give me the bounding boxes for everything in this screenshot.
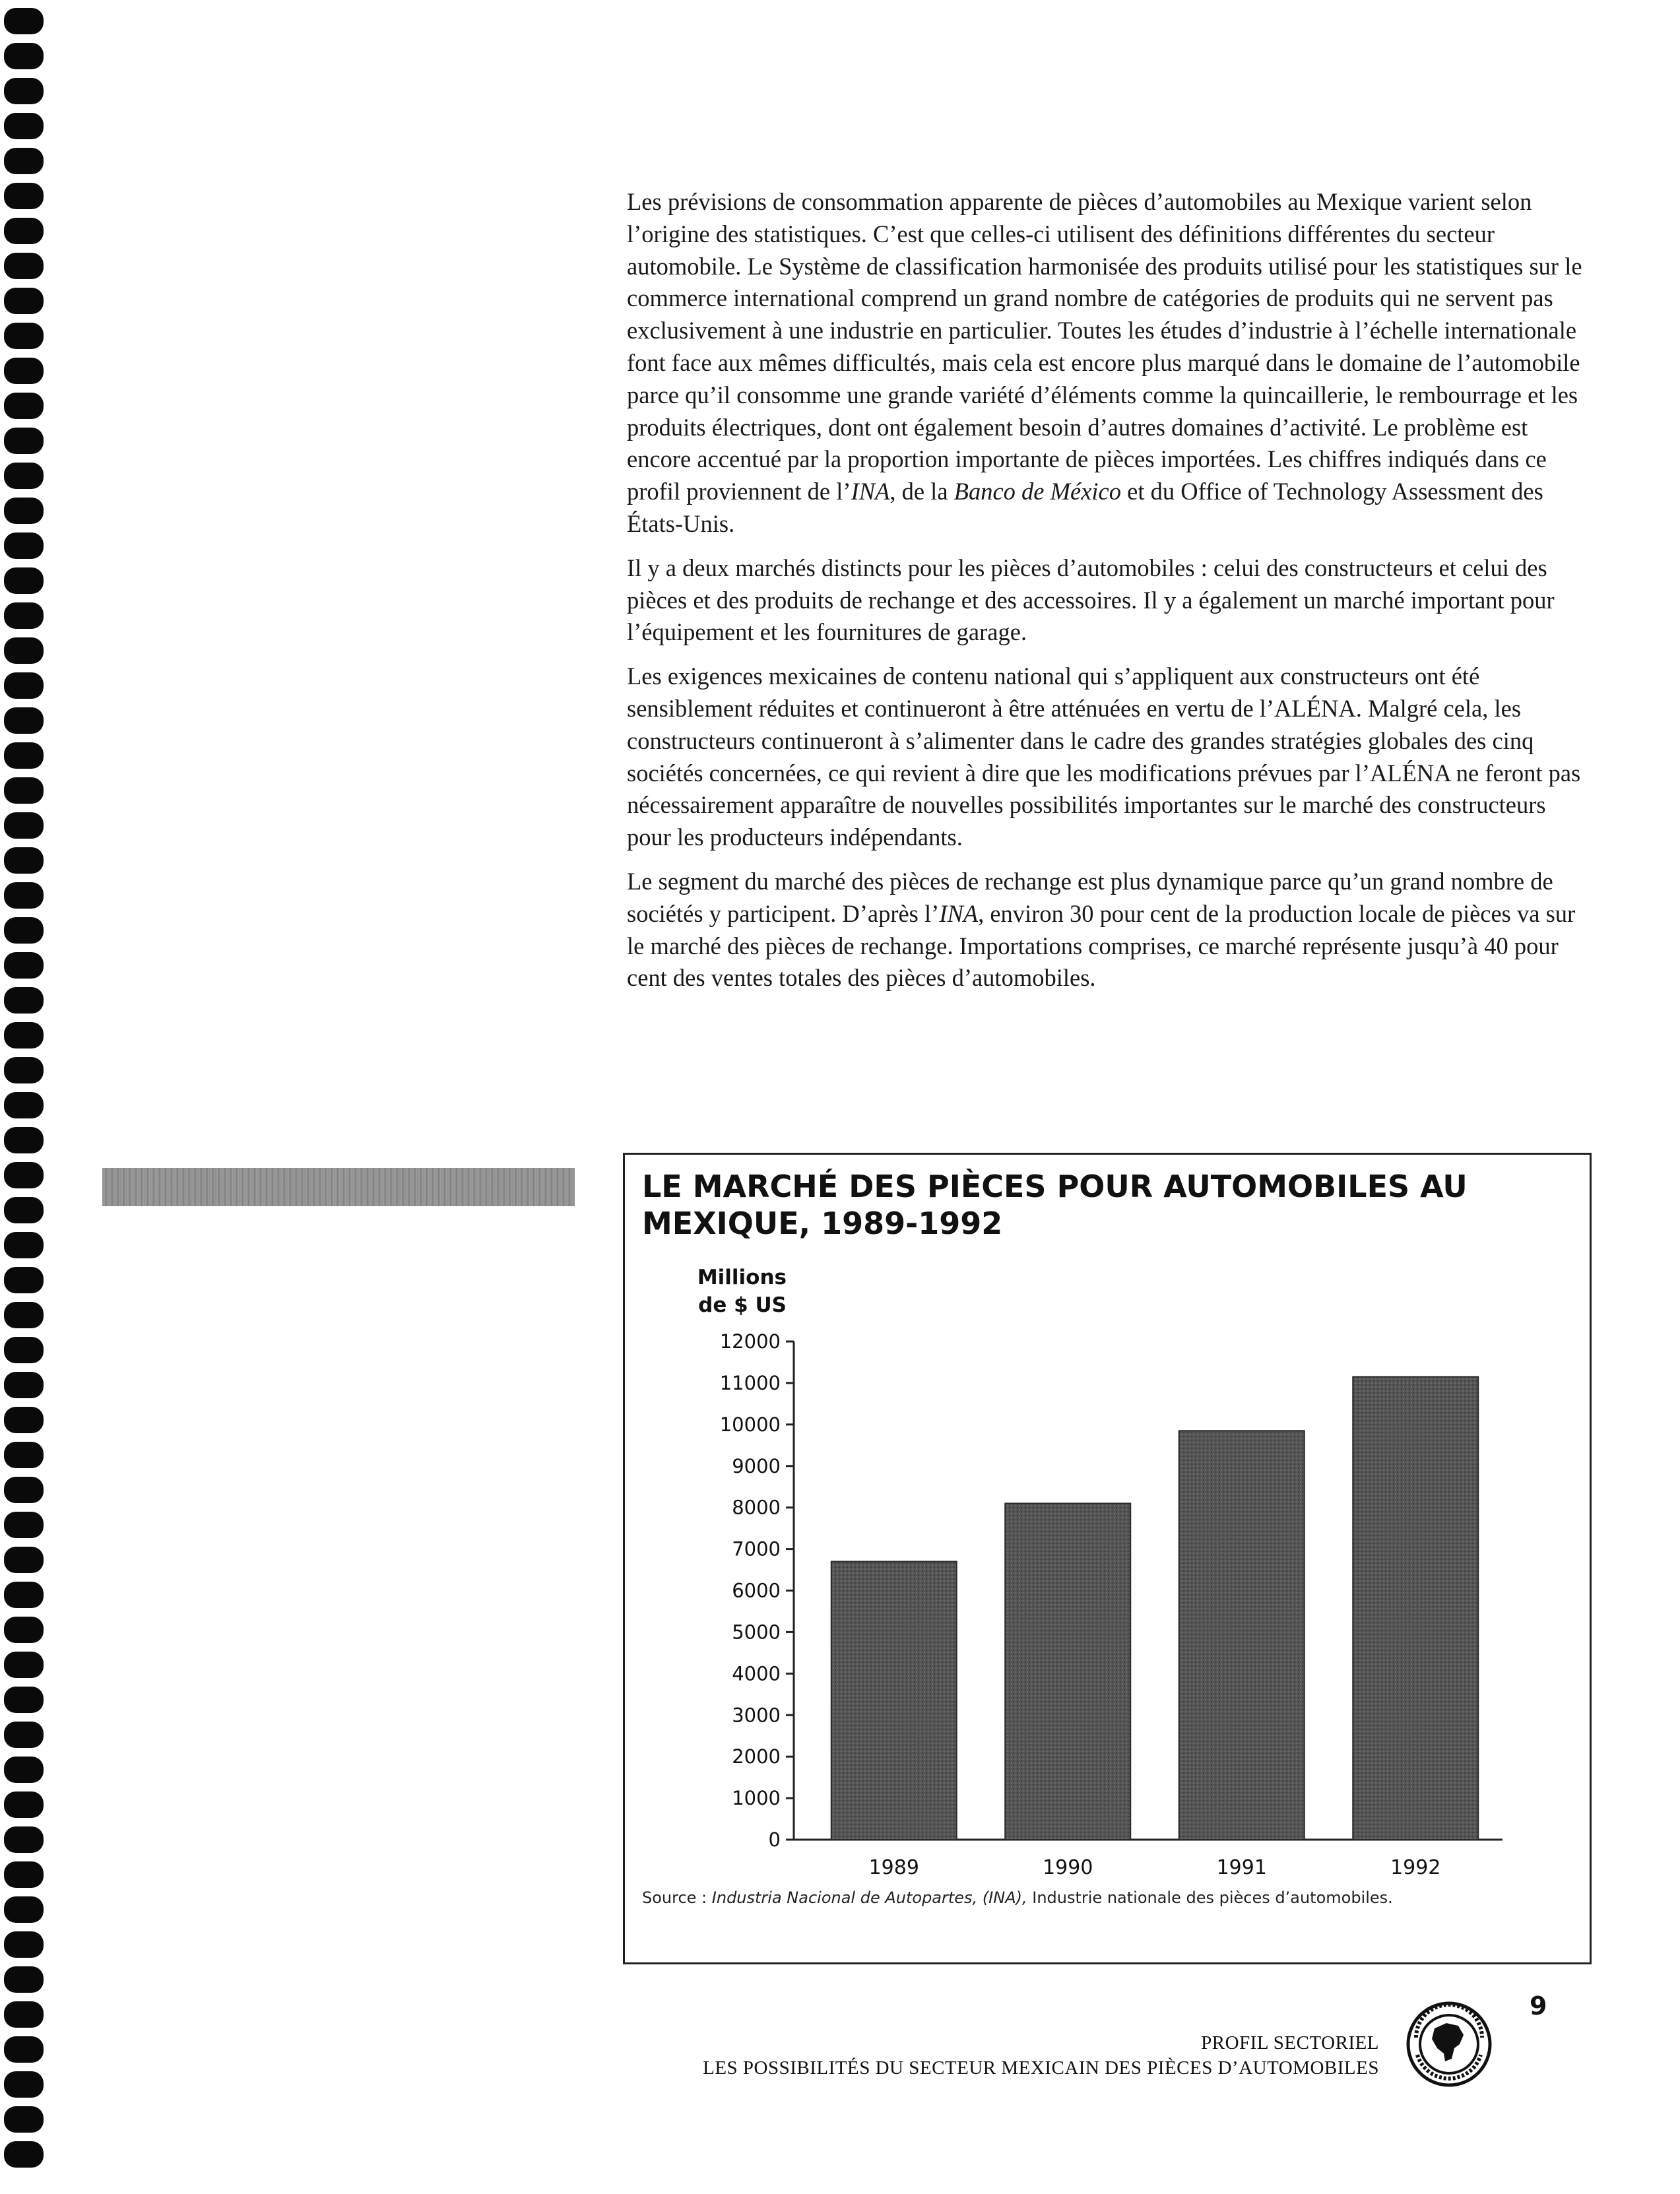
binding-hole xyxy=(4,1512,44,1538)
paragraph-1 xyxy=(627,186,1592,540)
y-tick-label: 5000 xyxy=(732,1621,781,1644)
binding-hole xyxy=(4,1687,44,1713)
x-tick-label: 1991 xyxy=(1216,1856,1267,1879)
binding-hole xyxy=(4,393,44,419)
binding-hole xyxy=(4,218,44,244)
binding-hole xyxy=(4,2106,44,2133)
binding-hole xyxy=(4,1896,44,1923)
x-tick-label: 1990 xyxy=(1043,1856,1093,1879)
ina-italic-2: INA xyxy=(939,899,979,927)
binding-hole xyxy=(4,952,44,979)
bar-1991 xyxy=(1179,1431,1305,1840)
binding-hole xyxy=(4,43,44,69)
p1-prefix: l’ xyxy=(836,478,851,505)
binding-hole xyxy=(4,532,44,559)
y-tick-label: 6000 xyxy=(732,1579,781,1602)
y-tick-label: 12000 xyxy=(719,1330,781,1353)
p4-prefix: l’ xyxy=(924,899,940,927)
binding-hole xyxy=(4,1162,44,1188)
binding-hole xyxy=(4,8,44,34)
binding-hole xyxy=(4,672,44,699)
y-tick-label: 7000 xyxy=(732,1537,781,1561)
source-label: Source : xyxy=(642,1888,712,1907)
binding-hole xyxy=(4,1931,44,1958)
paragraph-3: Les exigences mexicaines de contenu national qui s’appliquent aux constructeurs ont été sensiblement réduites et continueront à être atténuées en vertu de l’ALÉNA. Malgré cela, les constructeurs continueront à s’alimenter dans le cadre des grandes stratégies globales des cinq sociétés concernées, ce qui revient à dire que les modifications prévues par l’ALÉNA ne feront pas nécessairement apparaître de nouvelles possibilités importantes sur le marché des constructeurs pour les producteurs indépendants. xyxy=(627,662,1581,851)
y-axis-label-line2: de $ US xyxy=(698,1293,787,1317)
bar-1992 xyxy=(1353,1376,1478,1840)
source-italic: Industria Nacional de Autopartes, (INA), xyxy=(711,1888,1027,1907)
binding-hole xyxy=(4,323,44,349)
binding-hole xyxy=(4,2071,44,2098)
binding-hole xyxy=(4,777,44,804)
binding-hole xyxy=(4,1582,44,1608)
p1-post: et du Office of Technology Assessment des États-Unis. xyxy=(627,478,1543,537)
paragraph-4-text: Le segment du marché des pièces de rechange est plus dynamique parce qu’un grand nombre de sociétés y participent. D’après xyxy=(627,867,1553,927)
spiral-binding xyxy=(4,0,45,2194)
y-tick-label: 8000 xyxy=(732,1496,781,1519)
footer-line-1: PROFIL SECTORIEL xyxy=(1201,2032,1379,2053)
p4-post: , environ 30 pour cent de la production locale de pièces va sur le marché des pièces de rechange. Importations comprises, ce marché représente jusqu’à 40 pour cent des ventes totales des pièces d’automobiles. xyxy=(627,899,1576,992)
binding-hole xyxy=(4,567,44,594)
chart-box xyxy=(623,1153,1592,1964)
binding-hole xyxy=(4,742,44,769)
binding-hole xyxy=(4,1232,44,1258)
binding-hole xyxy=(4,1722,44,1748)
binding-hole xyxy=(4,812,44,839)
binding-hole xyxy=(4,2036,44,2063)
chart-source xyxy=(642,1888,1579,1907)
binding-hole xyxy=(4,2001,44,2028)
binding-hole xyxy=(4,463,44,489)
bar-chart xyxy=(625,1155,1590,1962)
banco-italic: Banco de México xyxy=(953,478,1121,505)
binding-hole xyxy=(4,358,44,384)
ina-italic: INA xyxy=(851,478,890,505)
page-number: 9 xyxy=(1530,1991,1547,2020)
binding-hole xyxy=(4,1757,44,1783)
binding-hole xyxy=(4,1861,44,1888)
binding-hole xyxy=(4,1022,44,1049)
y-tick-label: 2000 xyxy=(732,1745,781,1768)
binding-hole xyxy=(4,1267,44,1293)
source-rest: Industrie nationale des pièces d’automobiles. xyxy=(1027,1888,1393,1907)
binding-hole xyxy=(4,1127,44,1153)
binding-hole xyxy=(4,183,44,209)
paragraph-1-text: Les prévisions de consommation apparente de pièces d’automobiles au Mexique varient selon l’origine des statistiques. C’est que celles-ci utilisent des définitions différentes du secteur automobile. Le Système de classification harmonisée des produits utilisé pour les statistiques sur le commerce international comprend un grand nombre de catégories de produits qui ne servent pas exclusivement à une industrie en particulier. Toutes les études d’industrie à l’échelle internationale font face aux mêmes difficultés, mais cela est encore plus marqué dans le domaine de l’automobile parce qu’il consomme une grande variété d’éléments comme la quincaillerie, le rembourrage et les produits électriques, dont ont également besoin d’autres domaines d’activité. Le problème est encore accentué par la proportion importante de pièces importées. Les chiffres indiqués dans ce profil proviennent de xyxy=(627,188,1582,505)
body-text xyxy=(627,186,1592,1006)
x-tick-label: 1992 xyxy=(1390,1856,1441,1879)
p1-mid: , de la xyxy=(889,478,954,505)
x-tick-label: 1989 xyxy=(868,1856,919,1879)
paragraph-2: Il y a deux marchés distincts pour les pièces d’automobiles : celui des constructeurs et celui des pièces et des produits de rechange et des accessoires. Il y a également un marché important pour l’équipement et les fournitures de garage. xyxy=(627,554,1555,646)
y-tick-label: 10000 xyxy=(719,1413,781,1436)
y-tick-label: 9000 xyxy=(732,1454,781,1477)
binding-hole xyxy=(4,1407,44,1433)
binding-hole xyxy=(4,78,44,104)
binding-hole xyxy=(4,1477,44,1503)
y-axis-label-line1: Millions xyxy=(697,1266,787,1289)
binding-hole xyxy=(4,602,44,629)
binding-hole xyxy=(4,1966,44,1993)
binding-hole xyxy=(4,1442,44,1468)
paragraph-4 xyxy=(627,866,1592,994)
binding-hole xyxy=(4,1337,44,1363)
binding-hole xyxy=(4,1302,44,1328)
binding-hole xyxy=(4,1372,44,1398)
section-marker-bar xyxy=(102,1168,575,1206)
binding-hole xyxy=(4,1547,44,1573)
bar-1990 xyxy=(1005,1503,1130,1840)
bar-1989 xyxy=(831,1561,957,1840)
binding-hole xyxy=(4,847,44,874)
binding-hole xyxy=(4,1652,44,1678)
page-footer xyxy=(620,2030,1379,2081)
binding-hole xyxy=(4,1092,44,1118)
binding-hole xyxy=(4,917,44,944)
binding-hole xyxy=(4,1617,44,1643)
y-tick-label: 1000 xyxy=(732,1787,781,1810)
binding-hole xyxy=(4,707,44,734)
binding-hole xyxy=(4,1197,44,1223)
binding-hole xyxy=(4,1791,44,1818)
binding-hole xyxy=(4,1826,44,1853)
binding-hole xyxy=(4,987,44,1014)
binding-hole xyxy=(4,2141,44,2168)
binding-hole xyxy=(4,148,44,174)
y-tick-label: 4000 xyxy=(732,1662,781,1685)
y-tick-label: 3000 xyxy=(732,1704,781,1727)
binding-hole xyxy=(4,498,44,524)
binding-hole xyxy=(4,428,44,454)
binding-hole xyxy=(4,637,44,664)
y-tick-label: 0 xyxy=(768,1828,781,1851)
chart-title: LE MARCHÉ DES PIÈCES POUR AUTOMOBILES AU MEXIQUE, 1989-1992 xyxy=(642,1169,1468,1241)
binding-hole xyxy=(4,882,44,909)
binding-hole xyxy=(4,1057,44,1083)
binding-hole xyxy=(4,288,44,314)
north-america-seal-icon xyxy=(1403,1998,1495,2090)
y-tick-label: 11000 xyxy=(719,1371,781,1394)
footer-line-2: LES POSSIBILITÉS DU SECTEUR MEXICAIN DES PIÈCES D’AUTOMOBILES xyxy=(703,2057,1379,2079)
binding-hole xyxy=(4,253,44,279)
binding-hole xyxy=(4,113,44,139)
